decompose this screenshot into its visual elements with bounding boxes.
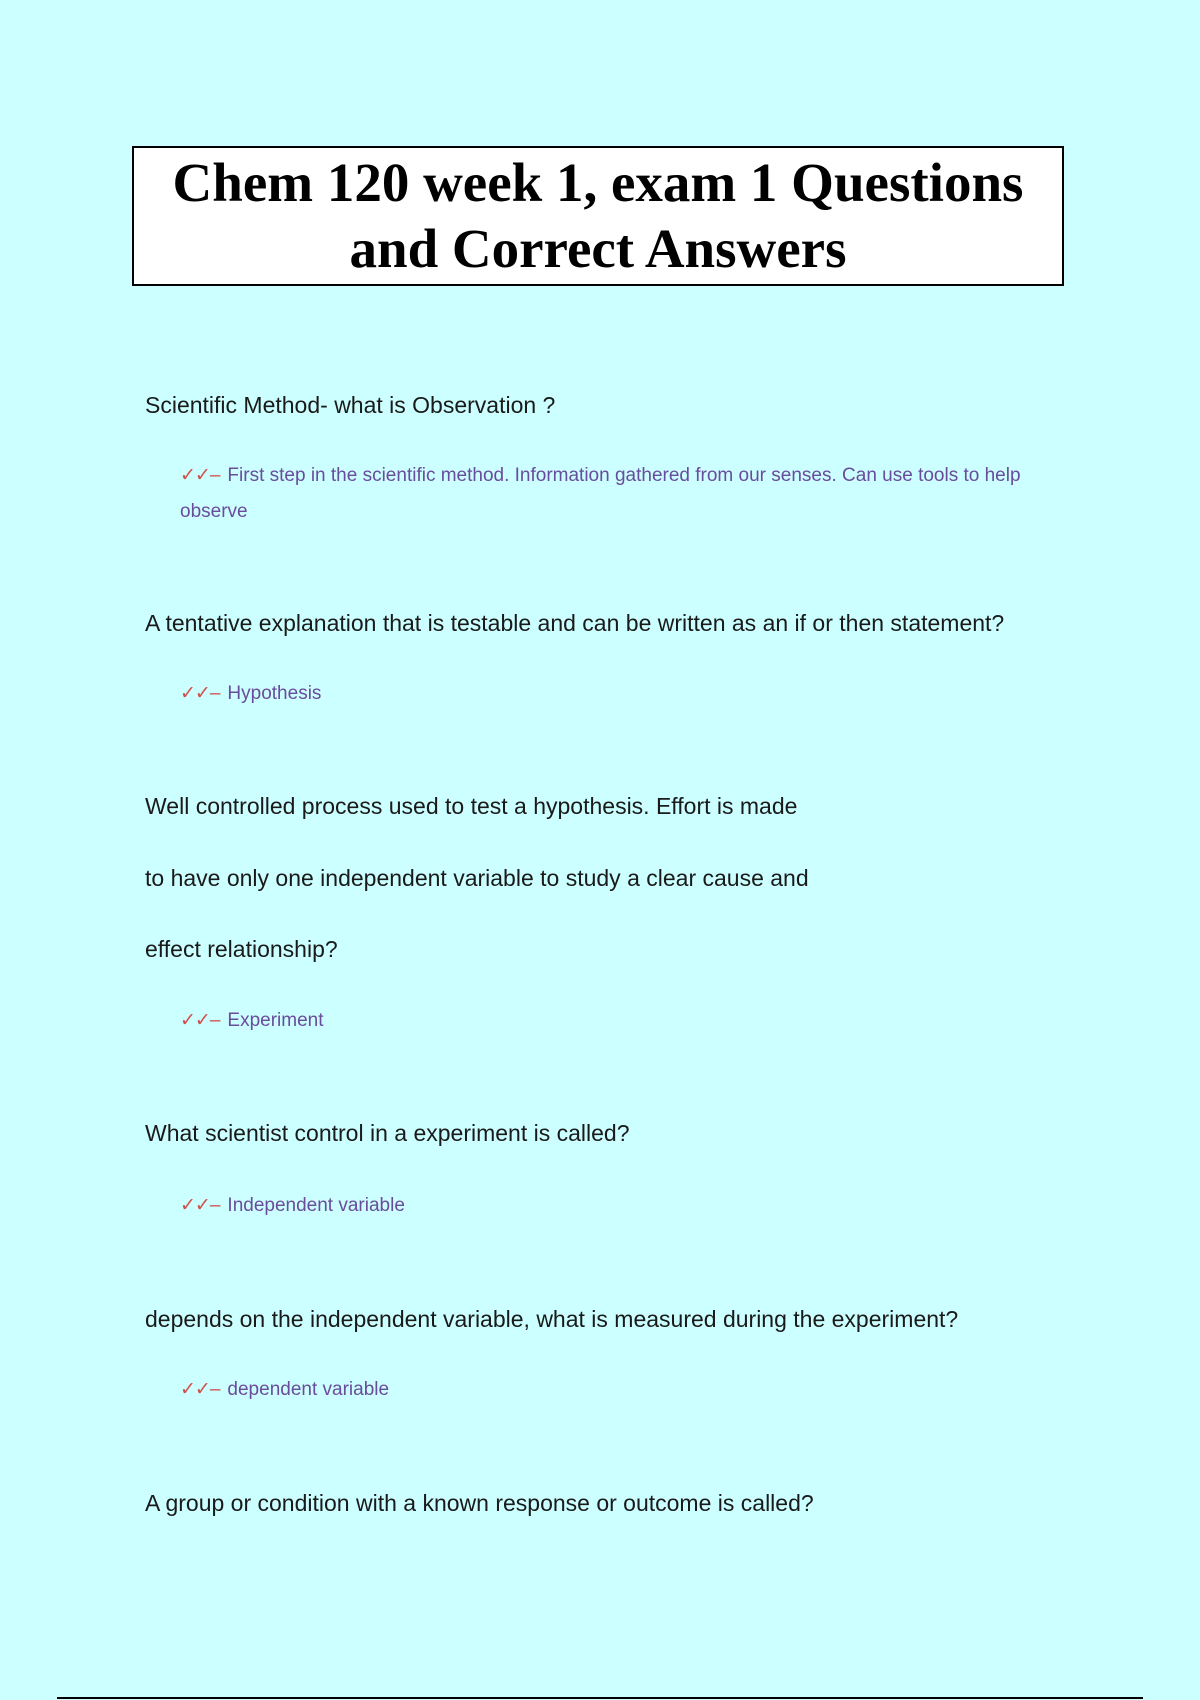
title-box	[132, 146, 1064, 286]
question-3-line-3: effect relationship?	[145, 936, 338, 962]
question-2: A tentative explanation that is testable and can be written as an if or then statement?	[145, 610, 1005, 636]
checkmark-icon: ✓✓–	[180, 1010, 220, 1031]
answer-1	[180, 458, 1060, 530]
question-4: What scientist control in a experiment is called?	[145, 1120, 630, 1146]
checkmark-icon: ✓✓–	[180, 1379, 220, 1400]
answer-4-text: Independent variable	[227, 1195, 405, 1216]
checkmark-icon: ✓✓–	[180, 465, 220, 486]
question-6: A group or condition with a known response or outcome is called?	[145, 1490, 814, 1516]
answer-2	[180, 676, 1060, 712]
question-5: depends on the independent variable, what is measured during the experiment?	[145, 1306, 959, 1332]
document-title: Chem 120 week 1, exam 1 Questions and Correct Answers	[172, 152, 1024, 279]
question-3-line-1: Well controlled process used to test a hypothesis. Effort is made	[145, 793, 798, 819]
answer-3	[180, 1003, 1060, 1039]
answer-4	[180, 1188, 1060, 1224]
checkmark-icon: ✓✓–	[180, 683, 220, 704]
answer-5-text: dependent variable	[227, 1379, 390, 1400]
question-3-line-2: to have only one independent variable to study a clear cause and	[145, 865, 809, 891]
answer-2-text: Hypothesis	[227, 683, 322, 704]
page-divider	[57, 1697, 1143, 1699]
checkmark-icon: ✓✓–	[180, 1195, 220, 1216]
answer-5	[180, 1372, 1060, 1408]
answer-3-text: Experiment	[227, 1010, 324, 1031]
question-1: Scientific Method- what is Observation ?	[145, 392, 556, 418]
answer-1-text: First step in the scientific method. Information gathered from our senses. Can use tools to help observe	[180, 465, 1021, 522]
